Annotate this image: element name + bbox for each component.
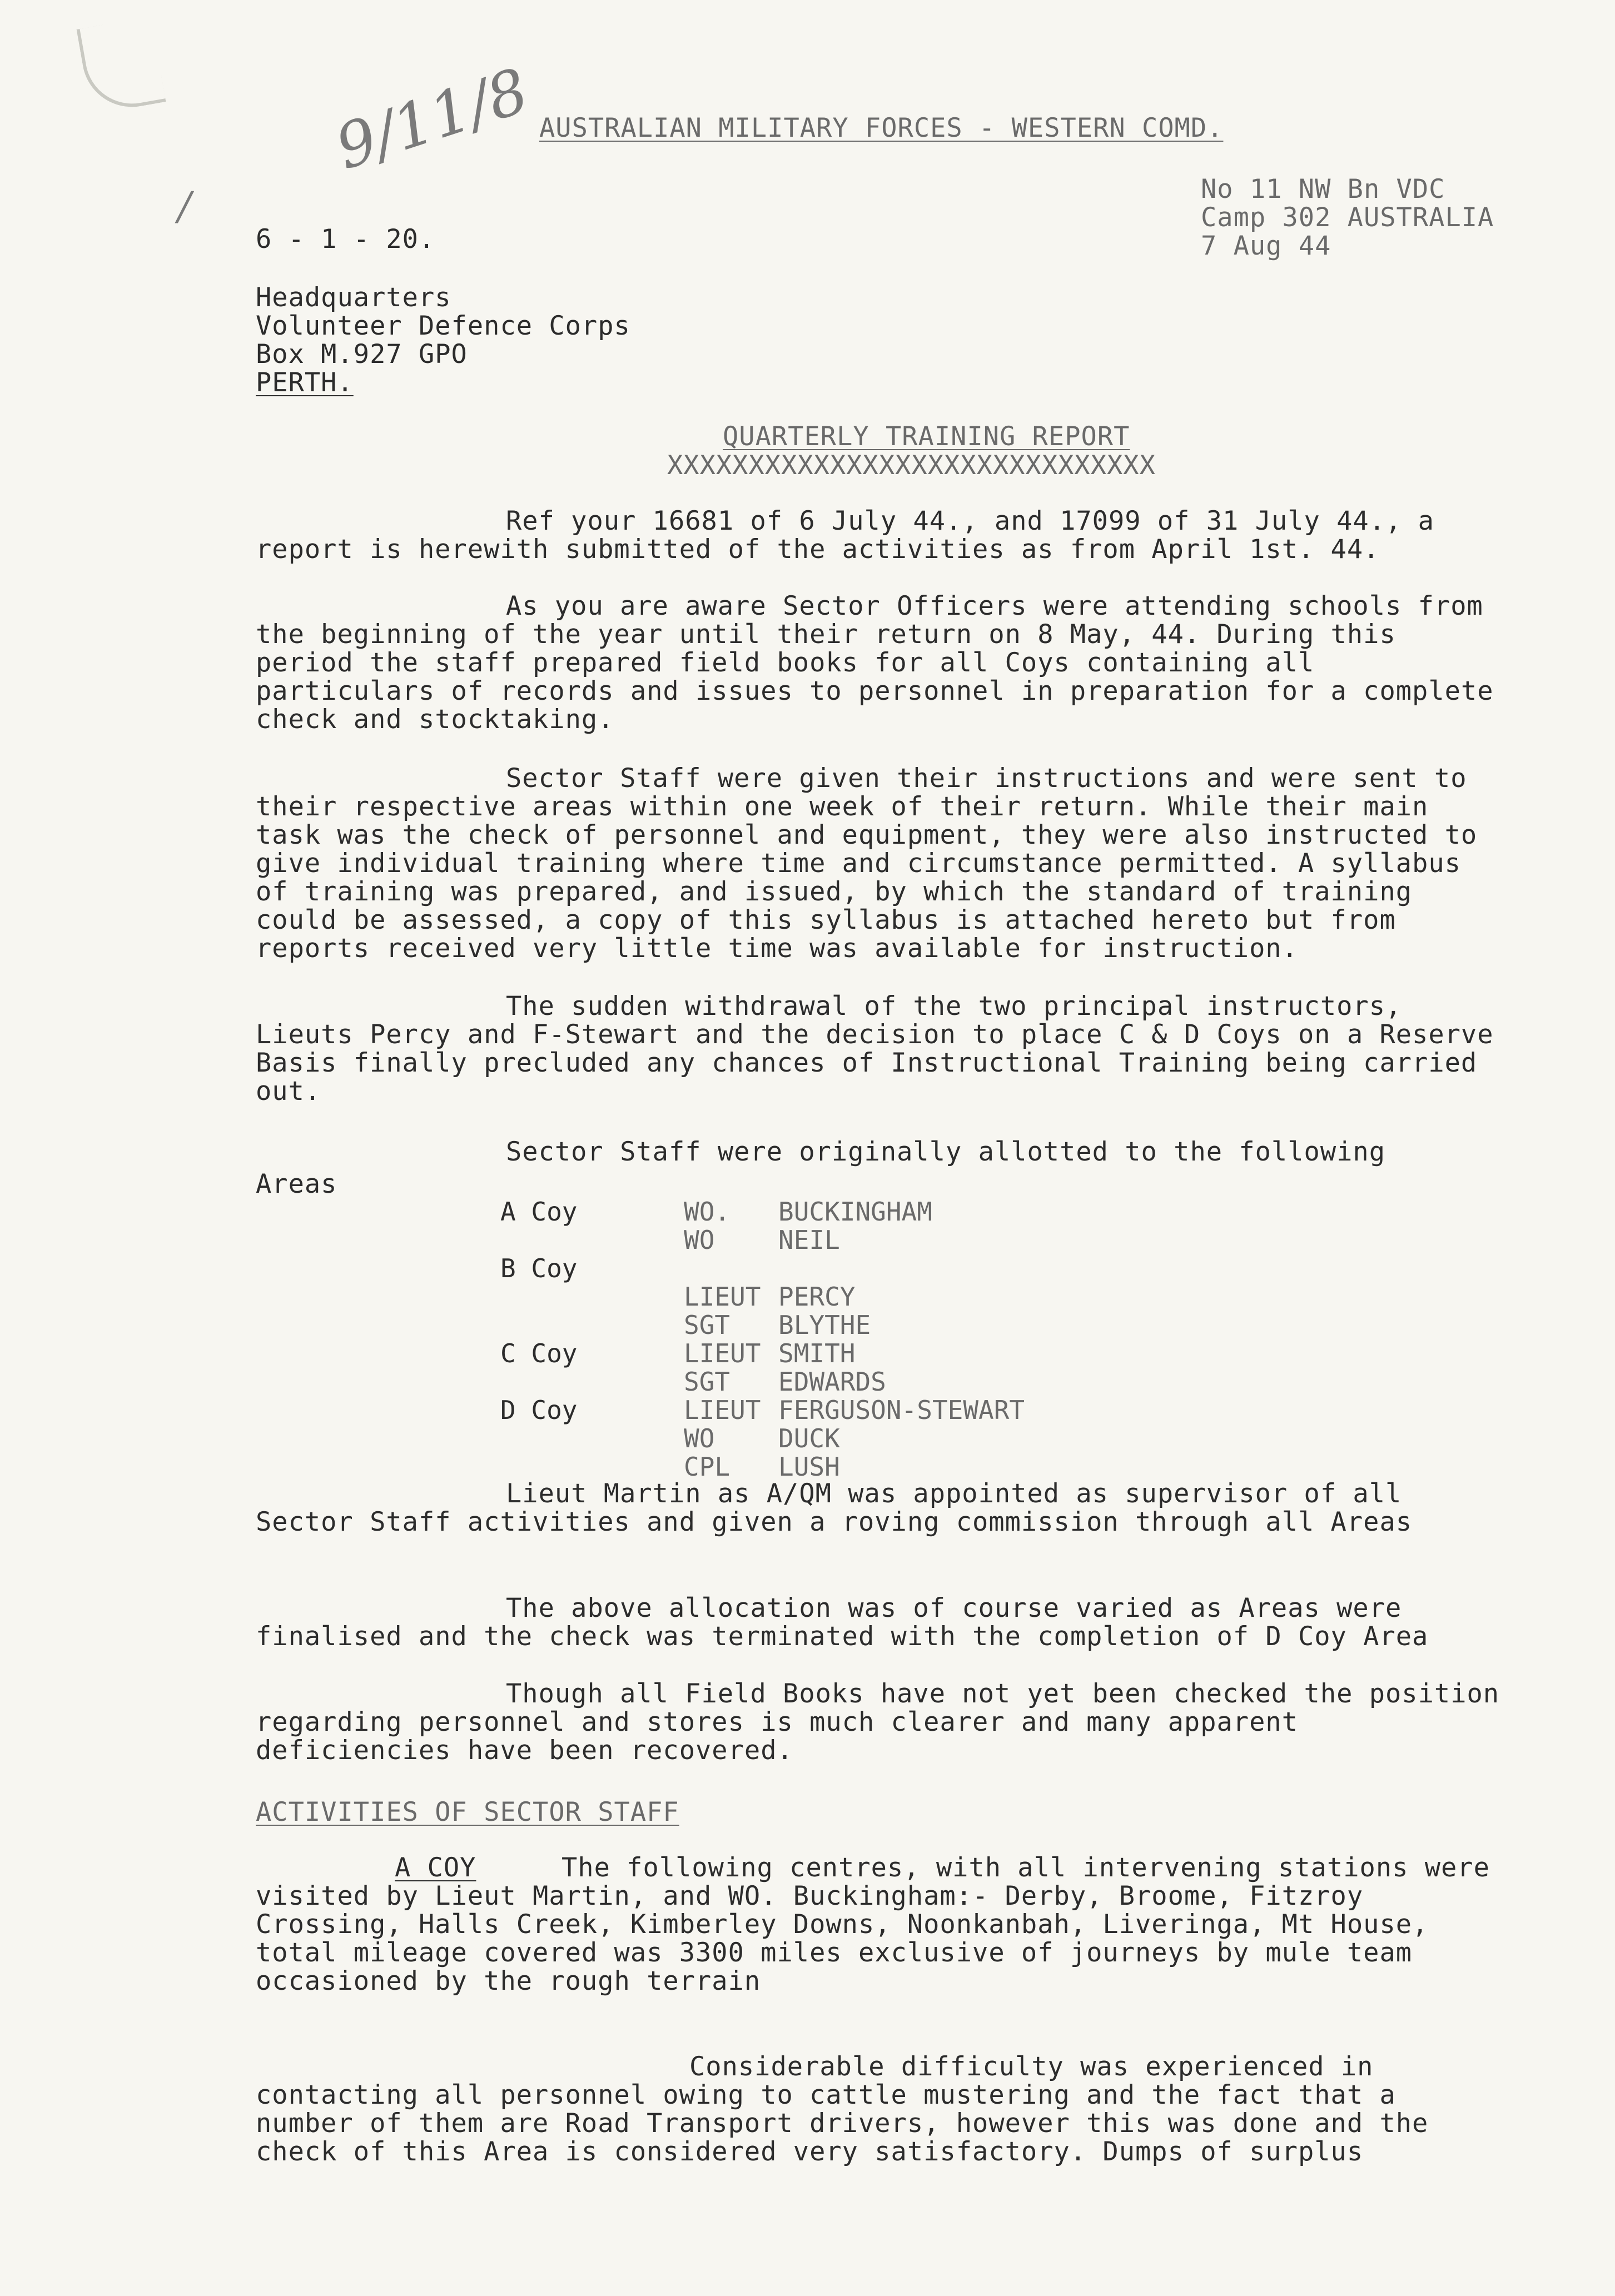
allocation-row: A Coy WO. BUCKINGHAM [500, 1197, 932, 1227]
paragraph-reference: Ref your 16681 of 6 July 44., and 17099 of 31 July 44., a report is herewith submitted of the activities as from April 1st. 44. [256, 506, 1434, 565]
allocation-row: WO NEIL [684, 1225, 840, 1255]
allocation-row: WO DUCK [684, 1423, 840, 1453]
report-title: QUARTERLY TRAINING REPORT [723, 421, 1130, 452]
allocation-row: SGT EDWARDS [684, 1367, 886, 1397]
allocation-row: CPL LUSH [684, 1452, 840, 1482]
letterhead: AUSTRALIAN MILITARY FORCES - WESTERN COMD. [539, 113, 1224, 143]
paragraph-allocation-varied: The above allocation was of course varied as Areas were finalised and the check was terminated with the completion of D Coy Area [256, 1593, 1429, 1652]
punch-hole-mark [76, 16, 166, 114]
struck-out-line: XXXXXXXXXXXXXXXXXXXXXXXXXXXXXX [667, 450, 1156, 481]
unit-line: No 11 NW Bn VDC [1201, 174, 1445, 205]
addressee-line-4: PERTH. [256, 367, 354, 398]
section-heading: ACTIVITIES OF SECTOR STAFF [256, 1797, 679, 1827]
allocation-row: SGT BLYTHE [684, 1310, 871, 1340]
paragraph-instructions: Sector Staff were given their instructions and were sent to their respective areas within one week of their return. While their main task was the check of personnel and equipment, they were also instructed to give individual training where time and circumstance permitted. A syllabus of training was prepared, and issued, by which the standard of training could be assessed, a copy of this syllabus is attached hereto but from reports received very little time was available for instruction. [256, 763, 1478, 964]
pencil-file-mark: 9/11/8 [327, 54, 537, 183]
allocation-row: C Coy LIEUT SMITH [500, 1338, 856, 1368]
allocation-row: D Coy LIEUT FERGUSON-STEWART [500, 1395, 1025, 1425]
allocation-row: LIEUT PERCY [684, 1282, 856, 1312]
reference-number: 6 - 1 - 20. [256, 224, 435, 255]
paragraph-a-coy: A COY The following centres, with all intervening stations were visited by Lieut Martin, and WO. Buckingham:- Derby, Broome, Fitzroy Crossing, Halls Creek, Kimberley Downs, Noonkanbah, Liveringa, Mt House, total mileage covered was 3300 miles exclusive of journeys by mule team occasioned by the rough terrain [256, 1852, 1490, 1996]
paragraph-field-books: Though all Field Books have not yet been checked the position regarding personnel and stores is much clearer and many apparent deficiencies have been recovered. [256, 1679, 1500, 1766]
allocation-areas-label: Areas [256, 1169, 337, 1199]
paragraph-difficulty: Considerable difficulty was experienced in contacting all personnel owing to cattle mustering and the fact that a number of them are Road Transport drivers, however this was done and the check of this Area is considered very satisfactory. Dumps of surplus [256, 2051, 1429, 2167]
camp-line: Camp 302 AUSTRALIA [1201, 202, 1494, 233]
allocation-list [500, 1198, 1025, 1481]
paragraph-supervisor: Lieut Martin as A/QM was appointed as supervisor of all Sector Staff activities and given a roving commission through all Areas [256, 1478, 1413, 1537]
addressee-line-2: Volunteer Defence Corps [256, 311, 630, 341]
pencil-tick-mark: / [178, 183, 191, 229]
allocation-lead: Sector Staff were originally allotted to the following [506, 1137, 1386, 1167]
paragraph-withdrawal: The sudden withdrawal of the two principal instructors, Lieuts Percy and F-Stewart and the decision to place C & D Coys on a Reserve Basis finally precluded any chances of Instructional Training being carried out. [256, 991, 1494, 1107]
addressee-line-3: Box M.927 GPO [256, 339, 468, 370]
allocation-row: B Coy [500, 1253, 578, 1283]
a-coy-label: A COY [395, 1852, 476, 1883]
paragraph-schools: As you are aware Sector Officers were attending schools from the beginning of the year until their return on 8 May, 44. During this period the staff prepared field books for all Coys containing all particulars of records and issues to personnel in preparation for a complete check and stocktaking. [256, 591, 1494, 735]
addressee-line-1: Headquarters [256, 282, 451, 313]
date-line: 7 Aug 44 [1201, 231, 1331, 261]
